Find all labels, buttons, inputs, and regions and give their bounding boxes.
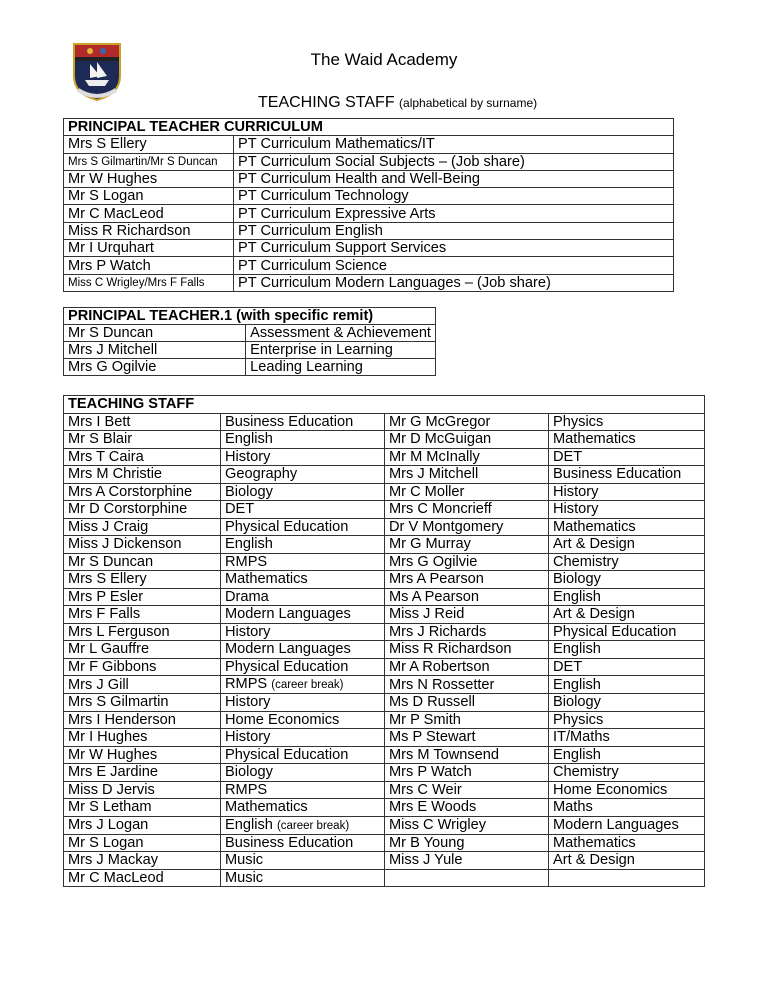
subject-text: English (553, 746, 601, 763)
table-row (64, 764, 705, 782)
subject-text: Music (225, 852, 264, 869)
subject-text: Chemistry (553, 764, 619, 781)
staff-name: Ms P Stewart (385, 729, 549, 747)
staff-subject (549, 729, 705, 747)
staff-name: Mrs M Christie (64, 466, 221, 484)
subject-text: Modern Languages (553, 817, 679, 833)
subject-text: Maths (553, 799, 593, 816)
staff-subject (549, 431, 705, 449)
staff-subject (221, 658, 385, 676)
staff-name: Mr S Letham (64, 799, 221, 817)
staff-subject (549, 746, 705, 764)
subject-text: Biology (225, 764, 273, 781)
staff-name: Mr D Corstorphine (64, 501, 221, 519)
table-row (64, 676, 705, 694)
subject-text: History (553, 483, 599, 500)
section-heading: PRINCIPAL TEACHER CURRICULUM (64, 119, 674, 136)
staff-subject (549, 852, 705, 870)
staff-subject (221, 746, 385, 764)
staff-subject (221, 553, 385, 571)
staff-name: Mrs I Henderson (64, 711, 221, 729)
staff-name: Mrs J Mitchell (64, 342, 246, 359)
subtitle-note: (alphabetical by surname) (399, 96, 538, 110)
staff-subject (221, 571, 385, 589)
table-row (64, 396, 705, 414)
subject-text: English (225, 431, 273, 448)
subject-text: Physical Education (225, 658, 349, 675)
staff-subject (549, 518, 705, 536)
staff-subject (549, 623, 705, 641)
staff-name: Mrs S Ellery (64, 136, 234, 153)
subject-text: Drama (225, 588, 269, 605)
table-row (64, 170, 674, 187)
table-row (64, 553, 705, 571)
table-row (64, 571, 705, 589)
subject-text: Home Economics (225, 711, 340, 728)
section-heading: PRINCIPAL TEACHER.1 (with specific remit) (64, 308, 436, 325)
staff-name: Miss R Richardson (64, 222, 234, 239)
staff-subject (221, 799, 385, 817)
document-subtitle (258, 94, 537, 112)
staff-name: Mr S Duncan (64, 325, 246, 342)
staff-name: Mrs J Mitchell (385, 466, 549, 484)
subject-text: History (225, 448, 271, 465)
staff-name: Ms D Russell (385, 694, 549, 712)
subject-text: Physics (553, 711, 604, 728)
staff-role: Leading Learning (246, 359, 436, 376)
subject-text: History (553, 501, 599, 518)
staff-name: Mrs I Bett (64, 413, 221, 431)
staff-subject (221, 448, 385, 466)
staff-subject (221, 518, 385, 536)
staff-subject (549, 816, 705, 834)
staff-subject (221, 834, 385, 852)
subject-text: English (225, 816, 273, 833)
subject-text: RMPS (225, 553, 268, 570)
staff-name: Mr C MacLeod (64, 205, 234, 222)
staff-role: PT Curriculum Modern Languages – (Job share) (234, 274, 674, 291)
subject-text: Biology (553, 571, 601, 588)
staff-name: Miss J Dickenson (64, 536, 221, 554)
table-row (64, 834, 705, 852)
subject-text: Mathematics (553, 518, 636, 535)
staff-subject (221, 501, 385, 519)
principal-teacher-1-table (63, 307, 436, 376)
table-row (64, 359, 436, 376)
staff-role: Assessment & Achievement (246, 325, 436, 342)
table-row (64, 781, 705, 799)
table-row (64, 325, 436, 342)
staff-name: Miss R Richardson (385, 641, 549, 659)
staff-name: Miss J Craig (64, 518, 221, 536)
table-row (64, 205, 674, 222)
staff-role: PT Curriculum English (234, 222, 674, 239)
subject-text: English (553, 641, 601, 658)
subject-text: Physical Education (225, 746, 349, 763)
subject-text: Geography (225, 466, 298, 483)
staff-name: Mrs S Ellery (64, 571, 221, 589)
staff-name: Mr I Urquhart (64, 240, 234, 257)
table-row (64, 588, 705, 606)
table-row (64, 448, 705, 466)
subject-text: Business Education (225, 834, 354, 851)
table-row (64, 136, 674, 153)
table-row (64, 729, 705, 747)
staff-name: Mrs L Ferguson (64, 623, 221, 641)
staff-name: Mrs G Ogilvie (385, 553, 549, 571)
subject-text: History (225, 729, 271, 746)
staff-subject (221, 852, 385, 870)
staff-subject (221, 413, 385, 431)
staff-name: Mr S Duncan (64, 553, 221, 571)
staff-name: Mrs F Falls (64, 606, 221, 624)
staff-name: Mr B Young (385, 834, 549, 852)
table-row (64, 222, 674, 239)
staff-subject (549, 466, 705, 484)
staff-name: Mrs E Jardine (64, 764, 221, 782)
section-heading: TEACHING STAFF (64, 396, 705, 414)
staff-subject (549, 483, 705, 501)
staff-subject (221, 816, 385, 834)
staff-name: Miss D Jervis (64, 781, 221, 799)
staff-subject (549, 869, 705, 887)
subject-text: DET (553, 658, 583, 675)
staff-name: Miss C Wrigley (385, 816, 549, 834)
subject-text: Mathematics (553, 431, 636, 448)
subject-text: Biology (553, 694, 601, 711)
staff-subject (549, 413, 705, 431)
subject-text: Modern Languages (225, 606, 351, 623)
subject-note: (career break) (276, 819, 350, 832)
table-row (64, 413, 705, 431)
staff-name: Miss C Wrigley/Mrs F Falls (64, 274, 234, 291)
subject-text: Mathematics (225, 799, 308, 816)
staff-subject (221, 623, 385, 641)
staff-role: PT Curriculum Social Subjects – (Job share) (234, 153, 674, 170)
subject-text: Physical Education (553, 623, 677, 640)
table-row (64, 536, 705, 554)
staff-subject (221, 606, 385, 624)
table-row (64, 658, 705, 676)
staff-name: Mrs C Moncrieff (385, 501, 549, 519)
subject-note: (career break) (271, 679, 344, 691)
staff-subject (221, 588, 385, 606)
subject-text: Mathematics (225, 571, 308, 588)
subject-text: English (225, 536, 273, 553)
staff-subject (549, 658, 705, 676)
staff-name: Mrs G Ogilvie (64, 359, 246, 376)
staff-name: Mrs S Gilmartin/Mr S Duncan (64, 153, 234, 170)
staff-role: PT Curriculum Expressive Arts (234, 205, 674, 222)
staff-name: Mrs P Esler (64, 588, 221, 606)
table-row (64, 342, 436, 359)
subject-text: Physical Education (225, 518, 349, 535)
staff-name: Mr S Blair (64, 431, 221, 449)
table-row (64, 623, 705, 641)
table-row (64, 501, 705, 519)
staff-name: Mrs C Weir (385, 781, 549, 799)
staff-subject (549, 606, 705, 624)
subject-text: DET (225, 501, 255, 518)
staff-name: Mr F Gibbons (64, 658, 221, 676)
table-row (64, 257, 674, 274)
table-row (64, 274, 674, 291)
staff-subject (549, 448, 705, 466)
staff-subject (549, 536, 705, 554)
subject-text: RMPS (225, 676, 268, 692)
principal-teacher-curriculum-table (63, 118, 674, 292)
table-row (64, 816, 705, 834)
staff-name: Mr S Logan (64, 834, 221, 852)
staff-subject (221, 711, 385, 729)
subject-text: DET (553, 448, 583, 465)
staff-subject (549, 588, 705, 606)
staff-name: Mrs S Gilmartin (64, 694, 221, 712)
staff-name: Mr P Smith (385, 711, 549, 729)
staff-subject (549, 781, 705, 799)
staff-name: Mrs A Pearson (385, 571, 549, 589)
table-row (64, 308, 436, 325)
staff-subject (221, 694, 385, 712)
staff-name: Mrs J Richards (385, 623, 549, 641)
staff-name: Mr L Gauffre (64, 641, 221, 659)
staff-name: Mr M McInally (385, 448, 549, 466)
staff-subject (221, 466, 385, 484)
staff-role: PT Curriculum Science (234, 257, 674, 274)
staff-subject (221, 483, 385, 501)
staff-name: Ms A Pearson (385, 588, 549, 606)
subject-text: Music (225, 869, 264, 886)
staff-role: Enterprise in Learning (246, 342, 436, 359)
table-row (64, 799, 705, 817)
table-row (64, 746, 705, 764)
document-title: The Waid Academy (310, 50, 458, 69)
staff-name: Mrs J Gill (64, 676, 221, 694)
staff-subject (221, 764, 385, 782)
subject-text: Art & Design (553, 606, 635, 623)
subject-text: Biology (225, 483, 273, 500)
subject-text: IT/Maths (553, 729, 610, 746)
staff-subject (221, 536, 385, 554)
subject-text: Business Education (225, 413, 354, 430)
staff-subject (221, 676, 385, 694)
table-row (64, 869, 705, 887)
staff-subject (549, 553, 705, 571)
staff-name: Mr G Murray (385, 536, 549, 554)
staff-subject (549, 501, 705, 519)
subject-text: Business Education (553, 466, 682, 483)
staff-subject (549, 711, 705, 729)
staff-name: Mr C MacLeod (64, 869, 221, 887)
staff-name: Mrs J Logan (64, 816, 221, 834)
table-row (64, 711, 705, 729)
staff-subject (549, 641, 705, 659)
teaching-staff-table (63, 395, 705, 887)
table-row (64, 466, 705, 484)
staff-role: PT Curriculum Mathematics/IT (234, 136, 674, 153)
staff-name: Mrs J Mackay (64, 852, 221, 870)
staff-name: Mrs N Rossetter (385, 676, 549, 694)
staff-name: Mr W Hughes (64, 746, 221, 764)
table-row (64, 188, 674, 205)
table-row (64, 153, 674, 170)
table-row (64, 483, 705, 501)
staff-name (385, 869, 549, 887)
staff-role: PT Curriculum Support Services (234, 240, 674, 257)
staff-name: Mrs E Woods (385, 799, 549, 817)
staff-role: PT Curriculum Technology (234, 188, 674, 205)
staff-name: Mr G McGregor (385, 413, 549, 431)
staff-name: Mrs T Caira (64, 448, 221, 466)
subject-text: English (553, 588, 601, 605)
subject-text: Home Economics (553, 781, 668, 798)
table-row (64, 694, 705, 712)
staff-name: Miss J Yule (385, 852, 549, 870)
staff-subject (221, 869, 385, 887)
staff-name: Mr I Hughes (64, 729, 221, 747)
subject-text: Art & Design (553, 852, 635, 869)
staff-name: Mr D McGuigan (385, 431, 549, 449)
staff-subject (549, 676, 705, 694)
table-row (64, 641, 705, 659)
subject-text: Modern Languages (225, 641, 351, 658)
staff-name: Mr W Hughes (64, 170, 234, 187)
subject-text: History (225, 623, 271, 640)
staff-name: Mr S Logan (64, 188, 234, 205)
table-row (64, 606, 705, 624)
table-row (64, 431, 705, 449)
staff-name: Dr V Montgomery (385, 518, 549, 536)
subject-text: History (225, 694, 271, 711)
staff-subject (221, 641, 385, 659)
table-row (64, 518, 705, 536)
staff-name: Mrs P Watch (64, 257, 234, 274)
staff-name: Mr C Moller (385, 483, 549, 501)
subject-text: RMPS (225, 781, 268, 798)
staff-subject (549, 571, 705, 589)
staff-name: Mrs P Watch (385, 764, 549, 782)
staff-subject (549, 694, 705, 712)
subject-text: English (553, 676, 601, 693)
staff-subject (549, 764, 705, 782)
staff-name: Mrs A Corstorphine (64, 483, 221, 501)
subject-text: Mathematics (553, 834, 636, 851)
staff-subject (549, 799, 705, 817)
subtitle-text: TEACHING STAFF (258, 94, 395, 111)
staff-subject (221, 781, 385, 799)
table-row (64, 119, 674, 136)
staff-name: Mrs M Townsend (385, 746, 549, 764)
subject-text: Physics (553, 413, 604, 430)
staff-role: PT Curriculum Health and Well-Being (234, 170, 674, 187)
table-row (64, 852, 705, 870)
staff-name: Mr A Robertson (385, 658, 549, 676)
staff-subject (221, 729, 385, 747)
subject-text: Art & Design (553, 536, 635, 553)
staff-name: Miss J Reid (385, 606, 549, 624)
table-row (64, 240, 674, 257)
staff-subject (221, 431, 385, 449)
staff-subject (549, 834, 705, 852)
subject-text: Chemistry (553, 553, 619, 570)
